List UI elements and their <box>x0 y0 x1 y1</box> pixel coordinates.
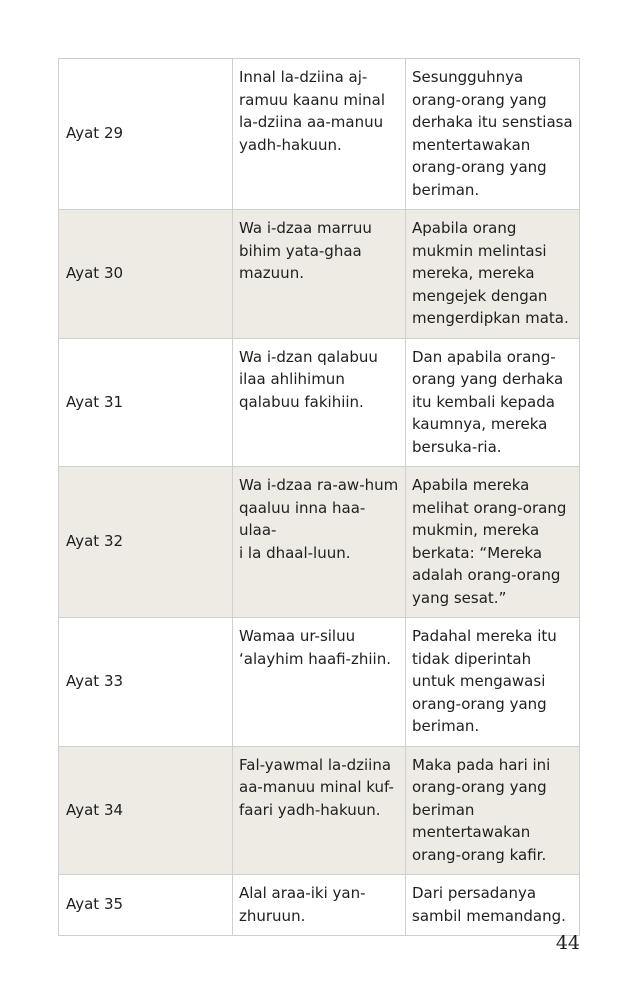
transliteration-cell: Wa i-dzaa ra-aw-hum qaaluu inna haa-ulaa- i la dhaal-luun. <box>233 467 406 618</box>
table-row <box>59 59 580 210</box>
table-row <box>59 875 580 936</box>
transliteration-cell: Wa i-dzan qalabuu ilaa ahlihimun qalabuu fakihiin. <box>233 338 406 467</box>
translation-cell: Apabila mereka melihat orang-orang mukmin, mereka berkata: “Mereka adalah orang-orang yang sesat.” <box>406 467 580 618</box>
table-row <box>59 338 580 467</box>
ayat-number-cell: Ayat 30 <box>59 210 233 339</box>
transliteration-cell: Innal la-dziina aj- ramuu kaanu minal la-dziina aa-manuu yadh-hakuun. <box>233 59 406 210</box>
ayat-number-cell: Ayat 29 <box>59 59 233 210</box>
transliteration-cell: Alal araa-iki yan- zhuruun. <box>233 875 406 936</box>
ayat-number-cell: Ayat 34 <box>59 746 233 875</box>
ayat-number-cell: Ayat 35 <box>59 875 233 936</box>
table-row <box>59 618 580 747</box>
table-row <box>59 467 580 618</box>
verse-table <box>58 58 580 936</box>
transliteration-cell: Fal-yawmal la-dziina aa-manuu minal kuf- faari yadh-hakuun. <box>233 746 406 875</box>
transliteration-cell: Wa i-dzaa marruu bihim yata-ghaa mazuun. <box>233 210 406 339</box>
translation-cell: Dari persadanya sambil memandang. <box>406 875 580 936</box>
translation-cell: Maka pada hari ini orang-orang yang beriman mentertawakan orang-orang kafir. <box>406 746 580 875</box>
translation-cell: Dan apabila orang- orang yang derhaka itu kembali kepada kaumnya, mereka bersuka-ria. <box>406 338 580 467</box>
ayat-number-cell: Ayat 32 <box>59 467 233 618</box>
ayat-number-cell: Ayat 31 <box>59 338 233 467</box>
page-number: 44 <box>555 932 580 954</box>
translation-cell: Padahal mereka itu tidak diperintah untuk mengawasi orang-orang yang beriman. <box>406 618 580 747</box>
verse-table-body <box>59 59 580 936</box>
transliteration-cell: Wamaa ur-siluu ‘alayhim haafi-zhiin. <box>233 618 406 747</box>
translation-cell: Sesungguhnya orang-orang yang derhaka itu senstiasa mentertawakan orang-orang yang beriman. <box>406 59 580 210</box>
translation-cell: Apabila orang mukmin melintasi mereka, mereka mengejek dengan mengerdipkan mata. <box>406 210 580 339</box>
table-row <box>59 210 580 339</box>
table-row <box>59 746 580 875</box>
ayat-number-cell: Ayat 33 <box>59 618 233 747</box>
